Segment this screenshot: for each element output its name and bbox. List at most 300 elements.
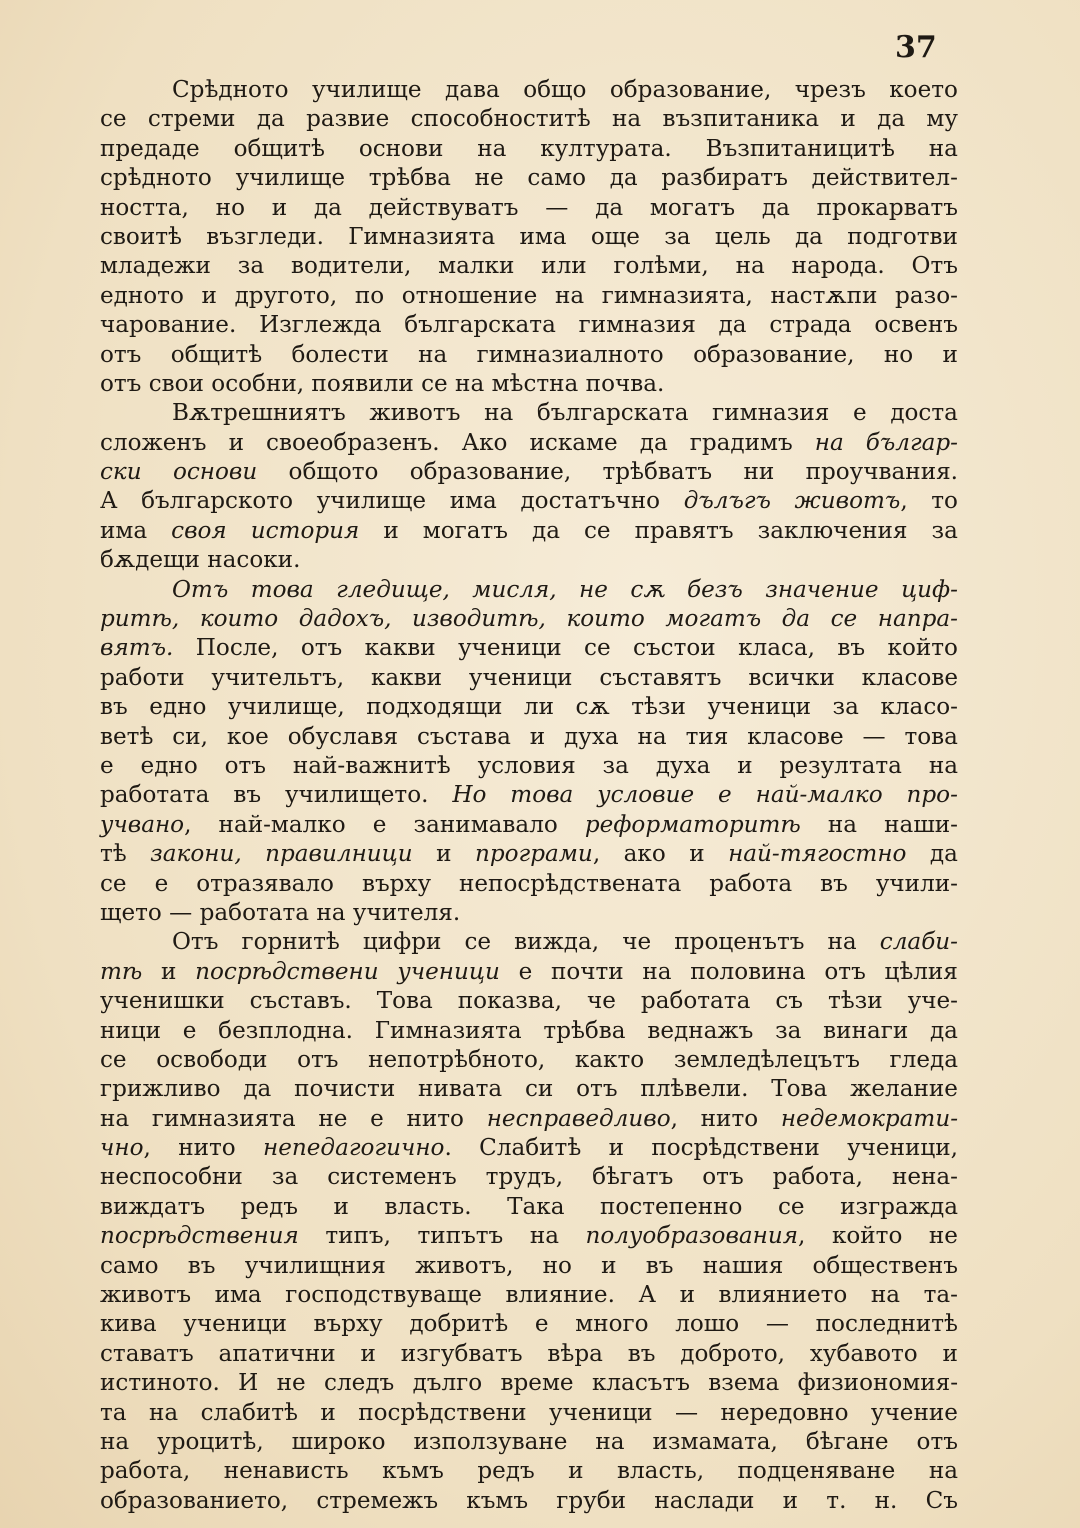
text-segment: работата [640,988,751,1015]
word [404,311,556,340]
text-segment: и [568,1458,584,1485]
text-segment: въ [645,1252,674,1279]
word [462,429,508,458]
text-segment: на [316,899,346,926]
text-segment: което [889,77,958,103]
text-line [100,1105,958,1134]
text-segment: та [100,1399,127,1426]
word [600,1193,742,1222]
word [815,429,844,458]
word [866,429,958,458]
word [368,1046,545,1075]
text-segment: власть. [384,1193,472,1220]
text-segment: върху [313,1311,383,1338]
word [932,517,958,546]
word [736,252,765,281]
text-segment: — [862,723,886,750]
text-segment: грижливо [100,1076,221,1103]
text-segment: едно [149,694,207,721]
text-segment: програми [475,841,593,868]
text-segment: за [775,1017,802,1044]
word [917,1428,958,1457]
word [587,987,616,1016]
paragraph [100,76,958,399]
word [875,1487,898,1516]
word-space [141,370,148,399]
text-segment: доста [890,400,958,427]
text-segment: чно [100,1135,144,1162]
word [206,223,324,252]
text-segment: и [436,841,452,868]
text-segment: могатъ [649,194,736,221]
text-line [100,429,958,458]
text-segment: много [575,1311,649,1338]
text-line [100,693,958,722]
word [576,1075,617,1104]
text-segment: на [611,106,642,133]
text-segment: цель [714,223,771,250]
text-segment: щето [100,899,162,926]
word [294,1075,395,1104]
word [173,458,257,487]
text-segment: ученици [458,635,562,662]
word [314,1310,383,1339]
word [100,870,127,899]
text-segment: това [510,782,574,809]
word-space [484,370,491,399]
text-segment: виждатъ [100,1193,206,1220]
text-segment: подготви [847,223,958,250]
word [782,605,810,634]
word [595,1428,624,1457]
text-line [100,1046,958,1075]
word [519,958,533,987]
word [501,1369,574,1398]
text-segment: нито [178,1135,236,1162]
text-segment: животъ [794,488,901,515]
text-segment: на [928,752,958,779]
word [568,1457,583,1486]
text-segment: ученици [397,958,500,985]
word [100,194,189,223]
word [592,1163,673,1192]
text-segment: недемократи- [780,1105,958,1132]
text-segment: своеобразенъ. [266,429,440,456]
text-line [100,1163,958,1192]
text-segment: та- [923,1282,958,1309]
word [100,164,212,193]
text-line [100,811,958,840]
text-segment: възпитаника [662,106,820,133]
text-segment: образование, [609,77,772,103]
text-segment: училище, [227,694,345,721]
text-segment: заключения [757,517,908,544]
word [743,458,774,487]
word [832,1222,902,1251]
text-line [100,135,958,164]
text-segment: — [545,194,569,221]
word [576,693,610,722]
word [701,1105,758,1134]
text-segment: се [100,870,127,897]
text-segment: и [737,752,753,779]
text-segment: да [639,429,668,456]
word [862,664,958,693]
word [810,1340,918,1369]
text-segment: ни [743,459,775,486]
word [926,105,958,134]
word [100,1017,161,1046]
word [288,723,398,752]
word [318,1105,347,1134]
word [450,487,497,516]
text-segment: гимназия [578,312,696,339]
text-segment: ритѣ, [100,606,180,633]
word [738,1457,896,1486]
word [930,840,958,869]
text-segment: всички [748,664,835,691]
text-segment: въ [187,1252,216,1279]
text-segment: на [100,1105,130,1132]
word [438,252,514,281]
word [486,1163,563,1192]
text-segment: за [832,694,859,721]
word [847,223,958,252]
text-segment: посрѣдствени [358,1399,527,1426]
text-segment: само [527,165,586,192]
word [686,723,729,752]
word [624,840,666,869]
text-segment: ставатъ [100,1340,194,1367]
paragraph [100,399,958,575]
word [402,282,538,311]
word [238,252,264,281]
text-segment: образование, [693,341,855,368]
text-line [100,282,958,311]
word [824,958,865,987]
text-segment: да [718,312,747,339]
text-segment: освободи [156,1046,268,1073]
text-segment: на [814,429,844,456]
word [585,811,801,840]
text-segment: Ако [461,429,508,456]
text-segment: нередовно [720,1399,849,1426]
word [812,164,958,193]
text-segment: се [584,635,611,662]
word [656,752,711,781]
word [702,1163,743,1192]
text-segment: правилници [265,841,413,868]
word [370,1105,384,1134]
word [543,1252,572,1281]
text-segment: системенъ [327,1164,457,1191]
word [929,1457,958,1486]
word [418,1075,502,1104]
text-segment: Вѫтрешниятъ [172,400,346,427]
word [806,1428,889,1457]
word [409,1310,508,1339]
word [238,1369,258,1398]
word [675,1399,698,1428]
word [828,928,857,957]
text-segment: въ [837,635,866,662]
word [100,752,114,781]
text-line [100,164,958,193]
text-segment: но [215,194,245,221]
text-segment: работа, [772,1164,863,1191]
word [775,987,803,1016]
text-segment: има [449,488,497,515]
text-segment: безъ [687,576,743,603]
word [312,76,421,105]
word [336,576,450,605]
text-segment: срѣдното [100,165,212,192]
text-segment: учвано [100,811,185,838]
text-segment: освенъ [874,312,958,339]
text-segment: ници [100,1017,162,1044]
word [100,987,225,1016]
text-segment: духа [655,752,711,779]
word [100,1075,221,1104]
text-line [100,487,958,516]
text-segment: отъ [576,1076,618,1103]
text-line [100,252,958,281]
word [100,693,128,722]
word [850,1075,958,1104]
word [484,399,513,428]
text-segment: младежи [100,253,211,280]
text-segment: безплодна. [218,1017,354,1044]
word [100,634,173,663]
word [943,1340,958,1369]
word [418,1222,504,1251]
text-segment: посрѣдствения [100,1223,299,1250]
text-line [100,1310,958,1339]
text-line [100,1222,958,1251]
word [905,723,958,752]
text-segment: А [638,1282,656,1309]
word [823,1017,908,1046]
text-segment: отъ [916,1428,958,1455]
text-segment: класове [861,664,958,691]
text-segment: е [100,752,114,779]
text-line [100,1399,958,1428]
word [265,840,413,869]
text-segment: сѫ [630,576,665,603]
text-segment: дълго [412,1370,483,1397]
word [566,605,644,634]
text-segment: и [529,723,546,750]
text-segment: не [318,1105,348,1132]
word [514,928,599,957]
text-segment: гимназиалното [476,341,664,368]
word [314,194,342,223]
body-text [100,76,958,1516]
text-segment: нито [700,1105,759,1132]
text-segment: и [942,1340,958,1367]
word [540,135,672,164]
word [383,517,398,546]
word [100,1281,191,1310]
text-segment: на [637,723,667,750]
text-segment: бѫдещи [100,547,200,574]
text-segment: училището. [284,782,429,809]
text-segment: уроцитѣ, [157,1428,264,1455]
text-line [100,370,958,399]
text-segment: но [883,341,914,368]
word [229,429,244,458]
text-segment: духа [564,723,619,750]
word [188,1252,216,1281]
text-segment: кива [100,1311,157,1338]
word [592,1369,690,1398]
word [301,634,342,663]
text-segment: болести [291,341,389,368]
word [477,341,664,370]
text-segment: да [609,165,638,192]
text-segment: , [670,1105,678,1132]
text-segment: състои [633,635,716,662]
word [171,341,262,370]
word [690,429,793,458]
text-line [100,1457,958,1486]
text-segment: да [877,106,906,133]
text-segment: наслади [654,1487,755,1514]
text-segment: Това [771,1076,828,1103]
word [613,252,708,281]
text-segment: Гимназията [348,223,496,250]
text-segment: ученици [549,1399,653,1426]
text-segment: действуватъ [368,194,519,221]
text-segment: че [586,988,616,1015]
word [943,341,958,370]
text-segment: не [579,576,608,603]
text-segment: чарование. [100,312,237,339]
word [413,1369,483,1398]
word [664,223,690,252]
text-segment: почисти [294,1076,396,1103]
text-segment: на [735,253,765,280]
word [575,1310,648,1339]
text-segment: типъ, [325,1223,391,1250]
word [320,1399,335,1428]
text-line [100,399,958,428]
word [324,1369,394,1398]
text-segment: е [518,958,533,985]
word [674,1046,860,1075]
text-line [100,1487,958,1516]
text-segment: истиното. [100,1370,220,1397]
text-segment: на [418,341,448,368]
text-segment: и [601,1252,617,1279]
word [708,1369,779,1398]
word [297,1046,338,1075]
text-segment: власть, [617,1458,705,1485]
text-segment: да [531,517,560,544]
word [242,928,340,957]
word [477,1457,534,1486]
text-segment: образованието, [100,1487,289,1514]
word [795,223,823,252]
text-segment: , [184,811,192,838]
word [369,399,460,428]
word [277,1369,306,1398]
text-line [100,723,958,752]
word [141,487,293,516]
word [551,958,624,987]
word [149,1399,178,1428]
text-segment: , [143,1135,151,1162]
word [601,1252,616,1281]
word [148,105,236,134]
text-segment: основи [358,135,444,162]
text-segment: и [201,282,217,309]
text-segment: правятъ [634,517,734,544]
text-line [100,576,958,605]
word [530,429,618,458]
word [157,1428,264,1457]
text-segment: вижда, [514,929,600,956]
text-segment: влияние. [505,1282,615,1309]
word [401,1340,523,1369]
text-segment: ученици [468,664,573,691]
text-segment: трудъ, [485,1164,564,1191]
text-segment: , [592,841,601,868]
text-segment: половина [690,958,806,985]
text-segment: последнитѣ [815,1311,958,1338]
word [478,752,576,781]
text-segment: трѣбватъ [602,459,713,486]
text-segment: чрезъ [794,77,866,103]
word [889,76,958,105]
word [100,958,142,987]
text-line [100,870,958,899]
word [235,282,338,311]
text-segment: за [664,223,691,250]
text-line [100,752,958,781]
text-segment: едното [100,282,184,309]
text-segment: измамата, [652,1428,778,1455]
text-segment: про- [906,782,958,809]
word [100,664,185,693]
word [178,1134,235,1163]
word [459,870,681,899]
text-segment: има [100,517,148,544]
text-segment: това [250,576,314,603]
word-space [204,370,211,399]
word [795,487,908,516]
text-segment: отъ [702,1164,744,1191]
text-segment: Отъ [172,576,229,603]
word [828,987,883,1016]
text-segment: мѣстна [491,370,579,397]
word [100,517,147,546]
text-segment: трѣбва [368,165,451,192]
text-segment: ученишки [100,988,225,1015]
word [712,399,829,428]
text-segment: за [602,752,629,779]
text-segment: ученици [183,1311,287,1338]
word [361,1340,376,1369]
word-space [448,370,455,399]
word [929,1222,958,1251]
text-line [100,1134,958,1163]
text-segment: нена- [891,1164,958,1191]
word [306,105,389,134]
text-segment: тѣзи [827,988,883,1015]
text-segment: нивата [418,1076,503,1103]
word [475,164,504,193]
